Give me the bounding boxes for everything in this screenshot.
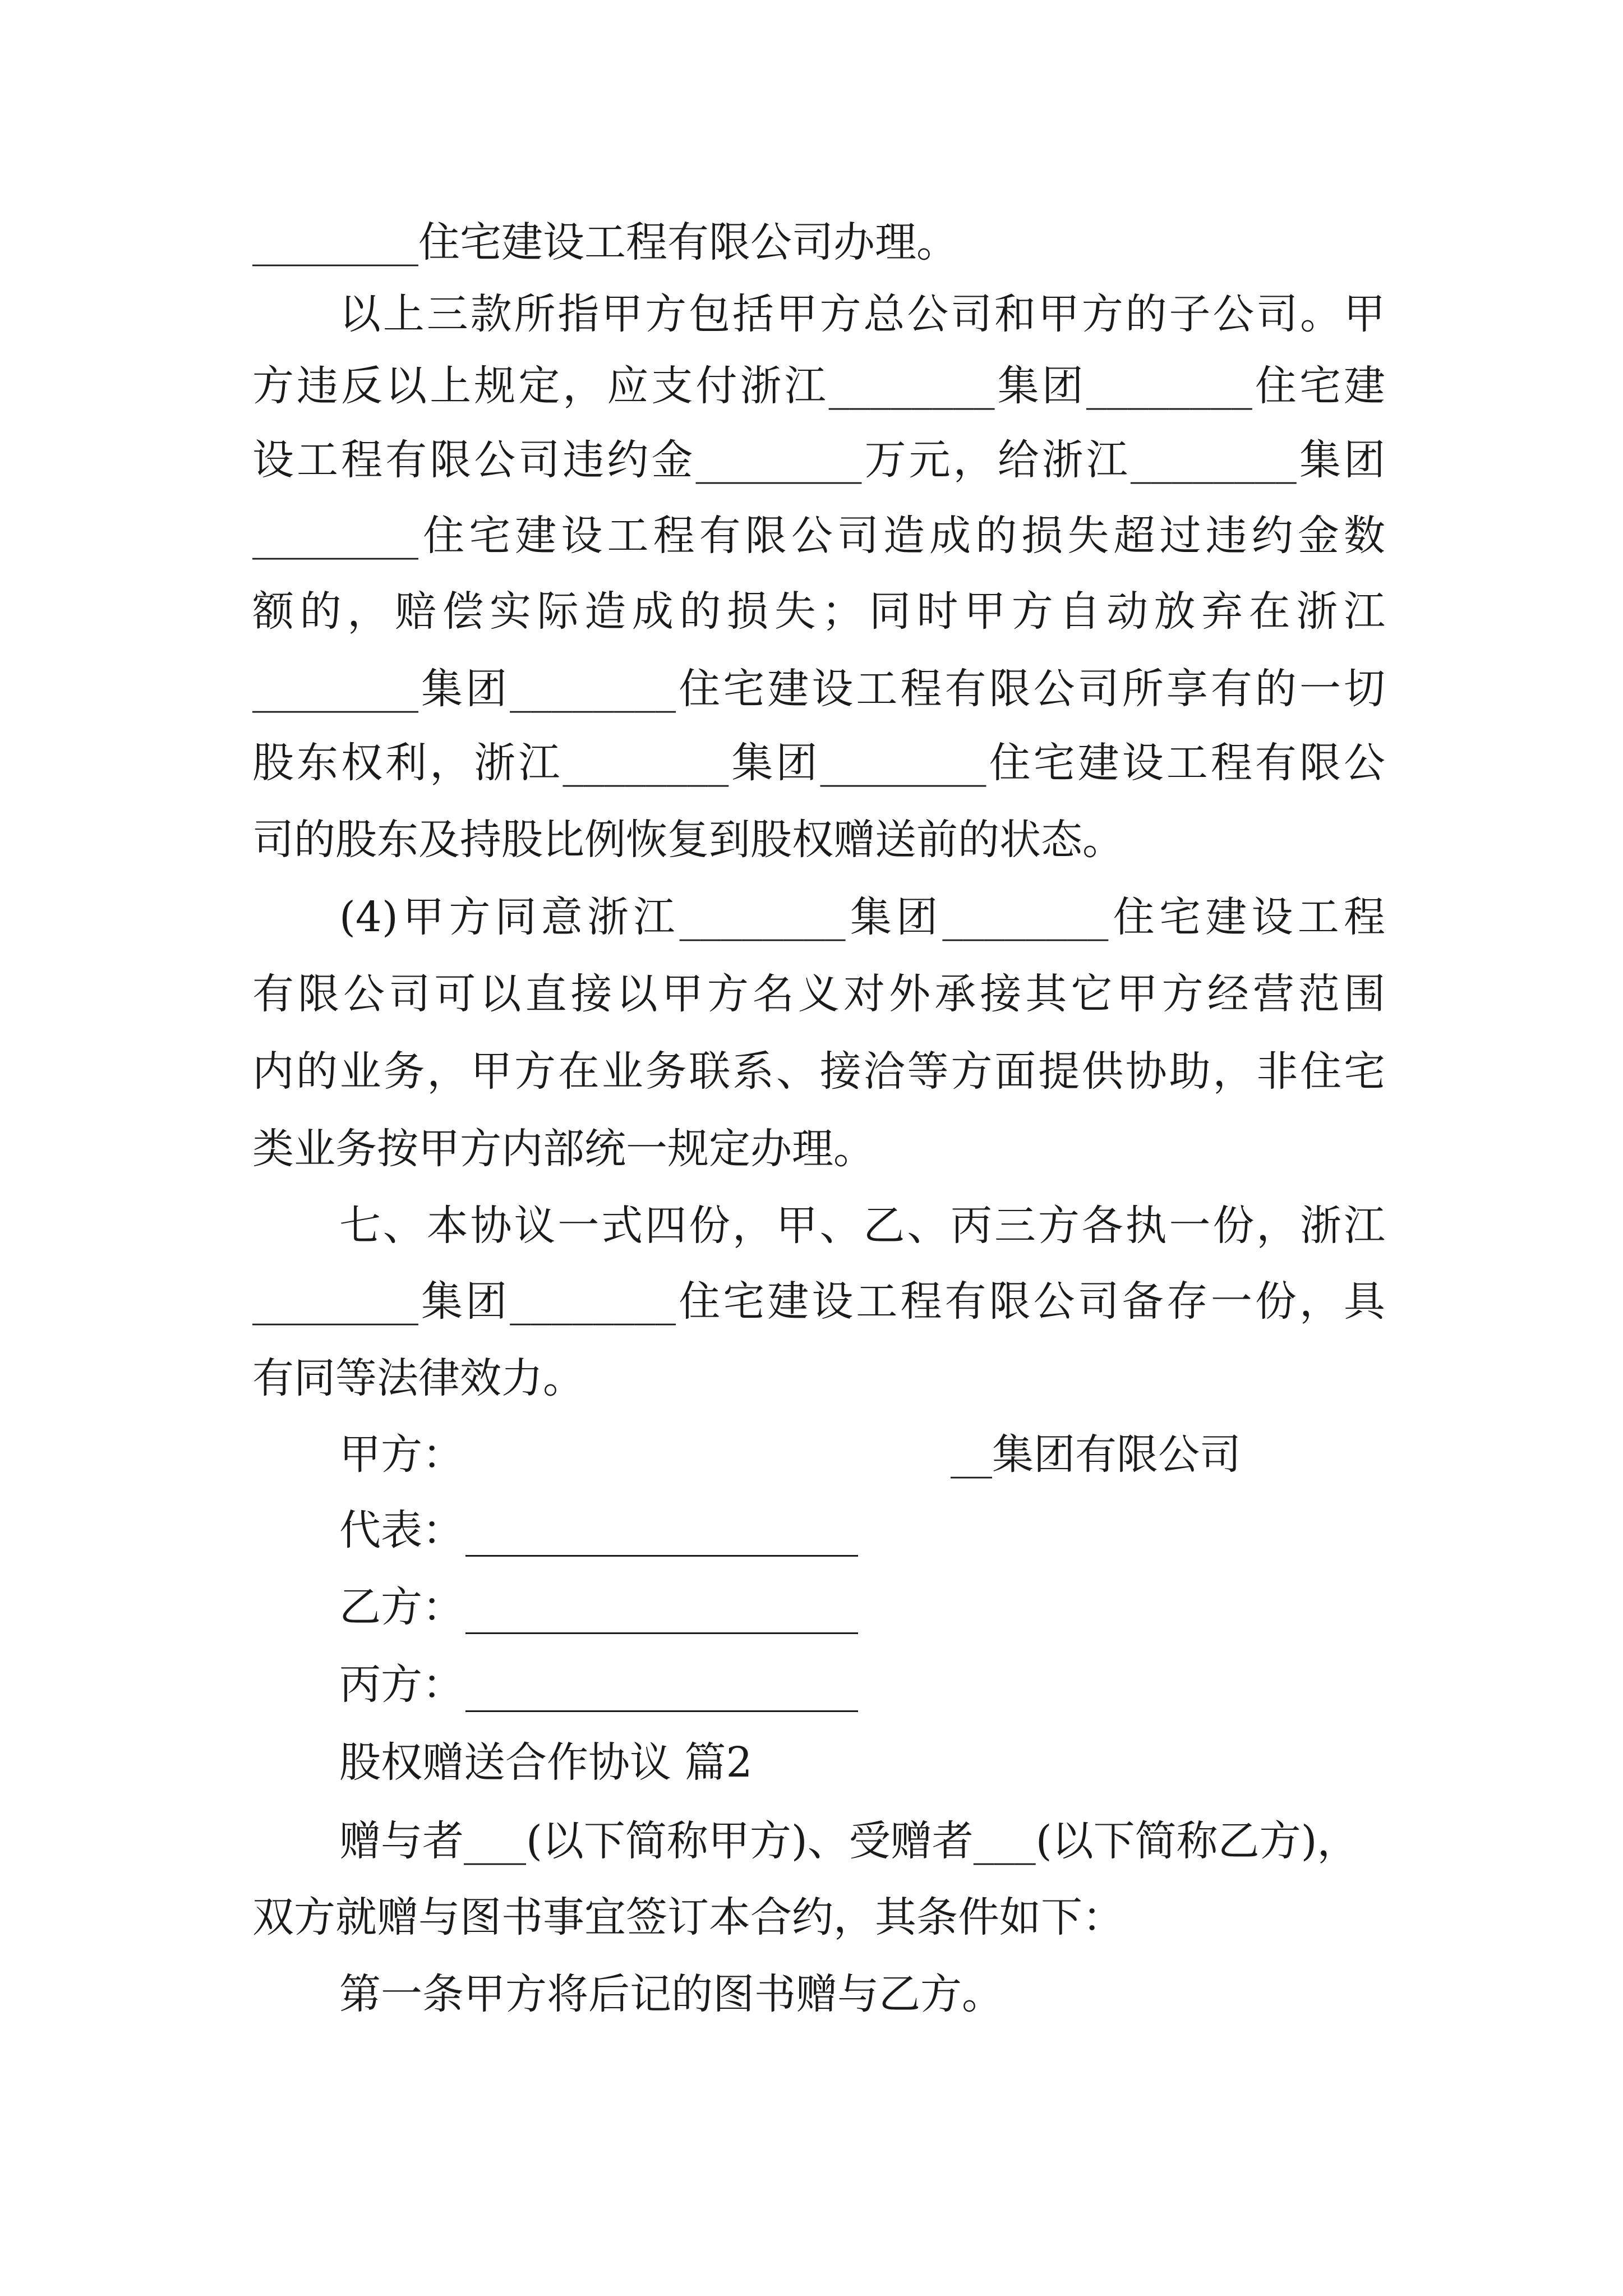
paragraph-line: 类业务按甲方内部统一规定办理。 [252,1125,875,1173]
paragraph-line: 股东权利，浙江________集团________住宅建设工程有限公 [252,739,1385,787]
paragraph-line: 赠与者___(以下简称甲方)、受赠者___(以下简称乙方)， [339,1817,1359,1865]
section-title: 股权赠送合作协议 篇2 [339,1738,753,1787]
paragraph-line: (4)甲方同意浙江________集团________住宅建设工程 [339,893,1385,941]
paragraph-line: 以上三款所指甲方包括甲方总公司和甲方的子公司。甲 [339,290,1385,338]
party-a-company: __集团有限公司 [951,1430,1241,1479]
party-a-label: 甲方： [339,1430,464,1479]
paragraph-line: 双方就赠与图书事宜签订本合约，其条件如下： [252,1893,1124,1941]
party-c-signature-line [465,1710,858,1712]
party-c-label: 丙方： [339,1660,464,1709]
paragraph-line: 有同等法律效力。 [252,1354,584,1402]
paragraph-line: 方违反以上规定，应支付浙江________集团________住宅建 [252,362,1385,410]
paragraph-line: ________住宅建设工程有限公司造成的损失超过违约金数 [252,512,1385,560]
paragraph-line: 设工程有限公司违约金________万元，给浙江________集团 [252,436,1385,484]
paragraph-line: 七、本协议一式四份，甲、乙、丙三方各执一份，浙江 [339,1202,1385,1250]
paragraph-line: ________集团________住宅建设工程有限公司所享有的一切 [252,665,1385,713]
party-b-signature-line [465,1632,858,1634]
paragraph-line: 内的业务，甲方在业务联系、接洽等方面提供协助，非住宅 [252,1047,1385,1096]
representative-label: 代表： [339,1506,464,1554]
paragraph-line: ________集团________住宅建设工程有限公司备存一份，具 [252,1277,1385,1326]
paragraph-line: 司的股东及持股比例恢复到股权赠送前的状态。 [252,816,1124,864]
paragraph-line: 第一条甲方将后记的图书赠与乙方。 [339,1970,1003,2018]
paragraph-line: ________住宅建设工程有限公司办理。 [252,218,958,266]
paragraph-line: 有限公司可以直接以甲方名义对外承接其它甲方经营范围 [252,970,1385,1018]
party-b-label: 乙方： [339,1583,464,1631]
representative-signature-line [465,1555,858,1557]
paragraph-line: 额的，赔偿实际造成的损失；同时甲方自动放弃在浙江 [252,587,1385,636]
